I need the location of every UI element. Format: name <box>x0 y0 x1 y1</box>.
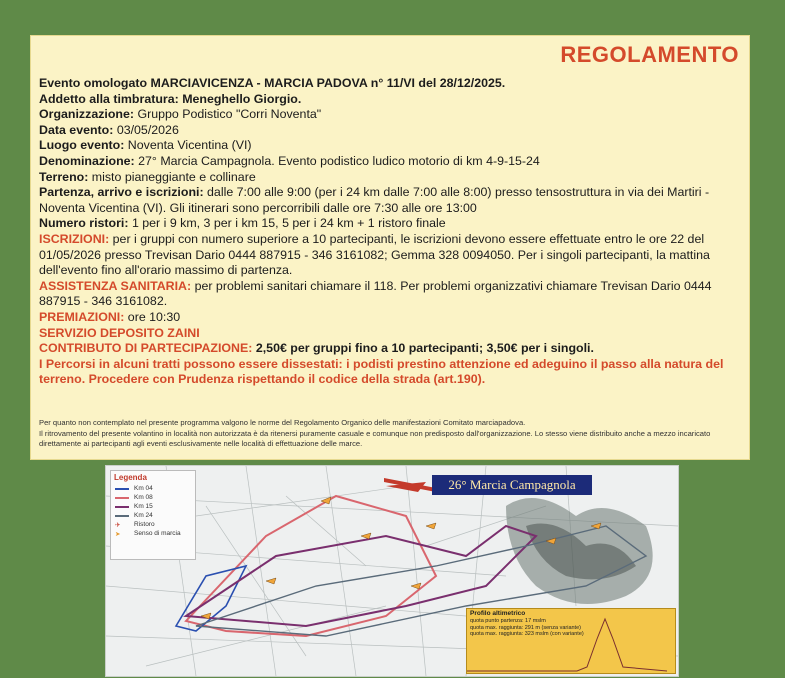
legend-label: Km 24 <box>134 512 153 519</box>
rule-refreshments <box>39 216 743 232</box>
footnote-line: Per quanto non contemplato nel presente programma valgono le norme del Regolamento Organico delle manifestazioni Comitato marciapadova. <box>39 418 526 427</box>
rule-label: Organizzazione: <box>39 107 135 122</box>
legend-item <box>111 511 195 520</box>
rule-label: PREMIAZIONI: <box>39 309 125 324</box>
legend-label: Km 04 <box>134 485 153 492</box>
route-map <box>105 465 679 677</box>
rule-name <box>39 154 743 170</box>
legend-swatch <box>115 506 129 508</box>
profile-line: quota punto partenza: 17 mslm <box>470 618 546 624</box>
rule-value: Gruppo Podistico "Corri Noventa" <box>134 107 322 122</box>
legend-label: Ristoro <box>134 521 155 528</box>
rule-label: Partenza, arrivo e iscrizioni: <box>39 185 204 200</box>
legend-item <box>111 484 195 493</box>
profile-line: quota max. raggiunta: 323 mslm (con variante) <box>470 631 584 637</box>
rule-awards <box>39 310 743 326</box>
rule-label: Terreno: <box>39 169 89 184</box>
rule-bag-storage: SERVIZIO DEPOSITO ZAINI <box>39 325 200 340</box>
elevation-profile <box>466 608 676 674</box>
rule-value: ore 10:30 <box>124 309 181 324</box>
profile-title: Profilo altimetrico <box>470 610 526 617</box>
rule-date <box>39 123 743 139</box>
rule-start <box>39 185 743 216</box>
rule-stamp-line: Addetto alla timbratura: Meneghello Giorgio. <box>39 91 302 106</box>
legend-item <box>111 520 195 529</box>
rule-value: per i gruppi con numero superiore a 10 partecipanti, le iscrizioni devono essere effettuate entro le ore 22 del 01/05/2026 presso Trevisan Dario 0444 887915 - 346 3161082; Gemma 328 0094050. Per i singoli partecipanti, la mattina dell'evento fino all'orario massimo di partenza. <box>39 231 710 278</box>
rule-warning: I Percorsi in alcuni tratti possono essere dissestati: i podisti prestino attenzione ed adeguino il passo alla natura del terreno. Procedere con Prudenza rispettando il codice della strada (art.190). <box>39 356 724 387</box>
legend-swatch <box>115 515 129 517</box>
rule-label: CONTRIBUTO DI PARTECIPAZIONE: <box>39 341 253 356</box>
map-legend <box>110 470 196 560</box>
legend-swatch <box>115 497 129 499</box>
legend-item <box>111 529 195 538</box>
rule-value: 03/05/2026 <box>113 122 179 137</box>
rule-label: Data evento: <box>39 122 114 137</box>
rule-label: ISCRIZIONI: <box>39 231 110 246</box>
regolamento-panel <box>30 35 750 460</box>
rule-value: misto pianeggiante e collinare <box>88 169 256 184</box>
direction-icon: ➤ <box>115 530 121 538</box>
rule-label: Numero ristori: <box>39 216 129 231</box>
footnote <box>39 418 743 450</box>
rule-label: Luogo evento: <box>39 138 125 153</box>
rule-event-line: Evento omologato MARCIAVICENZA - MARCIA PADOVA n° 11/VI del 28/12/2025. <box>39 76 506 90</box>
profile-chart <box>467 609 675 673</box>
ristoro-icon: ✈ <box>115 521 121 529</box>
rule-registrations <box>39 232 743 279</box>
rule-value: per problemi sanitari chiamare il 118. Per problemi organizzativi chiamare Trevisan Dario 0444 887915 - 346 3161082. <box>39 278 712 309</box>
rule-value: Noventa Vicentina (VI) <box>124 138 252 153</box>
legend-item <box>111 502 195 511</box>
map-title: 26° Marcia Campagnola <box>432 475 592 495</box>
rule-value: 1 per i 9 km, 3 per i km 15, 5 per i 24 km + 1 ristoro finale <box>128 216 446 231</box>
arrow-icon <box>411 583 421 589</box>
footnote-line: Il ritrovamento del presente volantino in località non autorizzata è da ritenersi puramente casuale e comunque non predisposto dall'organizzazione. Lo stesso viene distribuito anche a mezzo incaricato direttamente ai partecipanti agli eventi esclusivamente nelle località di effettuazione delle marce. <box>39 428 711 449</box>
legend-label: Senso di marcia <box>134 530 181 537</box>
page-title: REGOLAMENTO <box>560 42 739 67</box>
legend-label: Km 08 <box>134 494 153 501</box>
legend-title: Legenda <box>114 473 147 482</box>
legend-label: Km 15 <box>134 503 153 510</box>
rule-label: Denominazione: <box>39 153 135 168</box>
rule-medical <box>39 279 743 310</box>
rule-value: dalle 7:00 alle 9:00 (per i 24 km dalle 7:00 alle 8:00) presso tensostruttura in via dei Martiri - Noventa Vicentina (VI). Gli itinerari sono percorribili dalle ore 7:30 alle ore 13:00 <box>39 185 710 215</box>
rule-terrain <box>39 170 743 186</box>
rule-organization <box>39 107 743 123</box>
profile-line-shape <box>467 619 667 671</box>
arrow-icon <box>266 578 276 584</box>
arrow-icon <box>361 533 371 539</box>
rule-location <box>39 138 743 154</box>
route-km08 <box>186 496 436 636</box>
legend-swatch <box>115 488 129 490</box>
rule-label: ASSISTENZA SANITARIA: <box>39 278 192 293</box>
legend-item <box>111 493 195 502</box>
arrow-icon <box>426 523 436 529</box>
rule-value: 2,50€ per gruppi fino a 10 partecipanti; 3,50€ per i singoli. <box>252 341 594 356</box>
rule-fee <box>39 341 743 357</box>
rule-value: 27° Marcia Campagnola. Evento podistico ludico motorio di km 4-9-15-24 <box>134 153 540 168</box>
rules-body <box>39 76 743 388</box>
profile-line: quota max. raggiunta: 291 m (senza variante) <box>470 624 581 631</box>
